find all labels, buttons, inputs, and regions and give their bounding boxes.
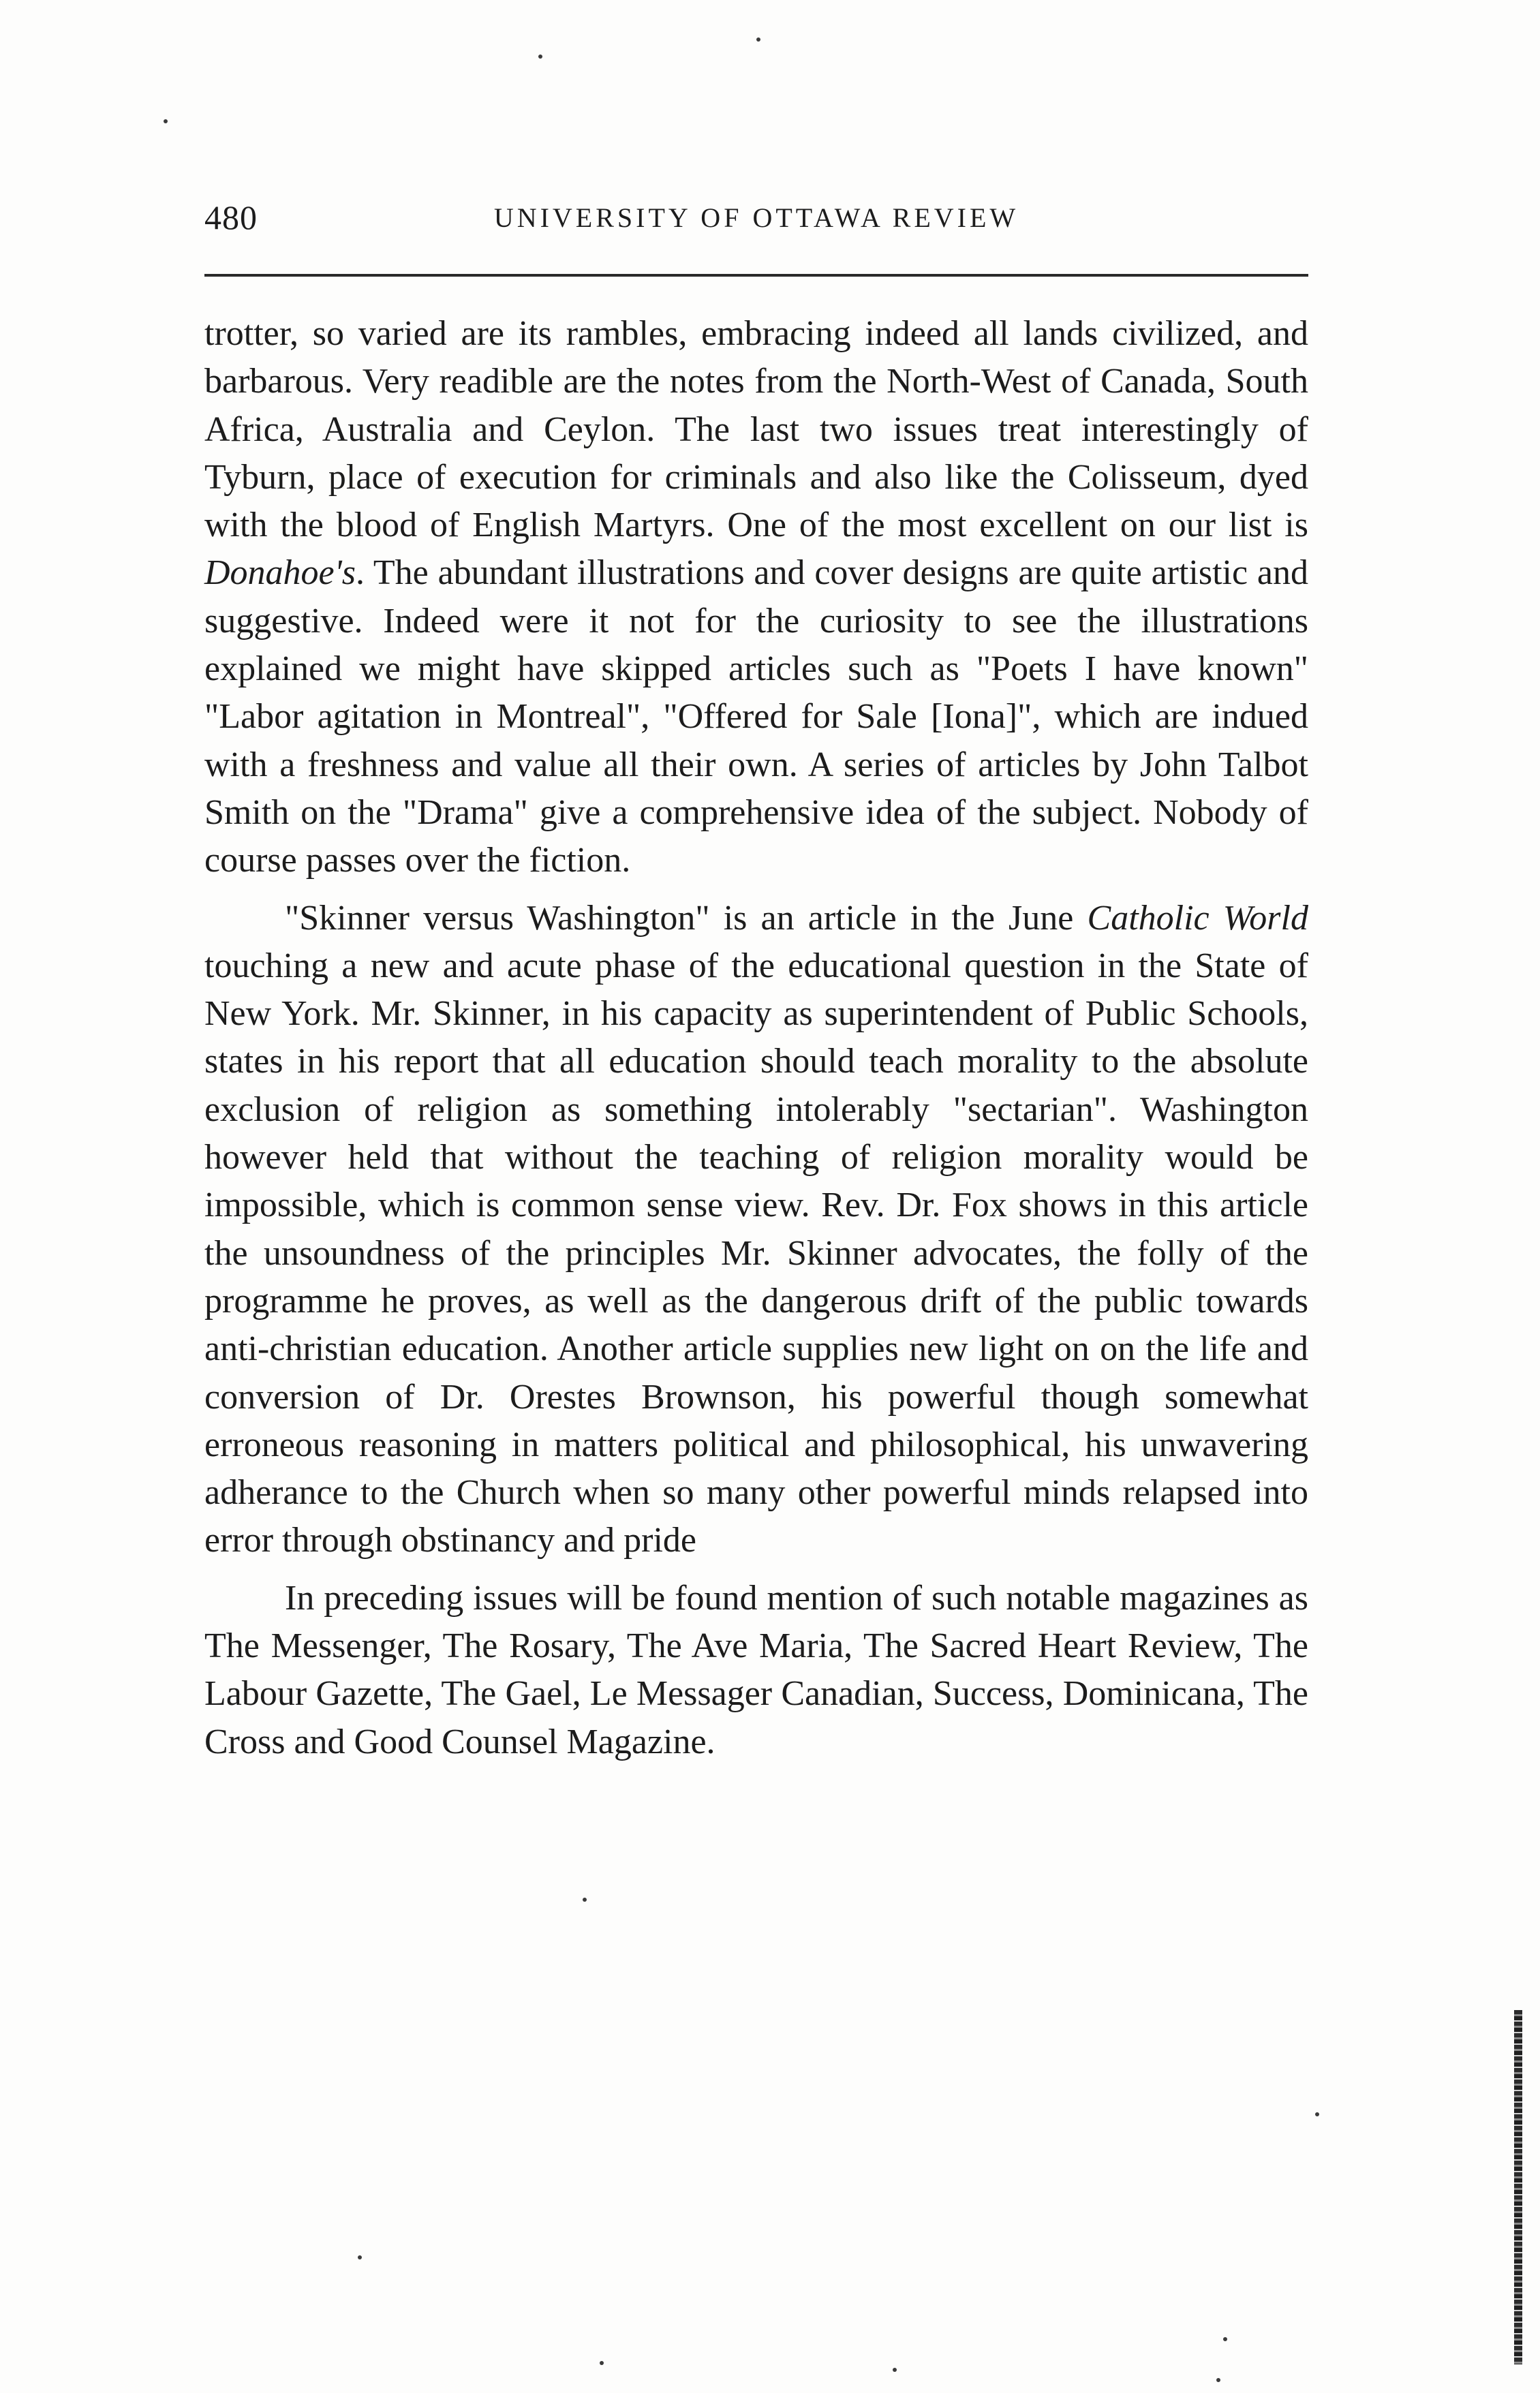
scan-speck <box>164 119 168 123</box>
scan-speck <box>1223 2337 1227 2341</box>
running-head: UNIVERSITY OF OTTAWA REVIEW <box>493 202 1019 233</box>
paragraph-2-rest: touching a new and acute phase of the educational question in the State of New York. Mr. Skinner, in his capacity as superintendent of Public Schools, states in his report that all education should teach morality to the absolute exclusion of religion as something intolerably "sectarian". Washington however held that without the teaching of religion morality would be impossible, which is common sense view. Rev. Dr. Fox shows in this article the unsoundness of the principles Mr. Skinner advocates, the folly of the programme he proves, as well as the dangerous drift of the public towards anti-christian education. Another article supplies new light on on the life and conversion of Dr. Orestes Brownson, his powerful though somewhat erroneous reasoning in matters political and philosophical, his unwavering adherance to the Church when so many other powerful minds relapsed into error through obstinancy and pride <box>204 946 1308 1560</box>
paragraph-1-rest: . The abundant illustrations and cover designs are quite artistic and suggestive. Indeed were it not for the curiosity to see the illustrations explained we might have skipped articles such as "Poets I have known" "Labor agitation in Montreal", "Offered for Sale [Iona]", which are indued with a freshness and value all their own. A series of articles by John Talbot Smith on the "Drama" give a comprehensive idea of the subject. Nobody of course passes over the fiction. <box>204 553 1308 880</box>
scan-speck <box>538 55 542 59</box>
scan-speck <box>358 2255 362 2259</box>
paragraph-3-text: In preceding issues will be found mention of such notable magazines as The Messenger, The Rosary, The Ave Maria, The Sacred Heart Review, The Labour Gazette, The Gael, Le Messager Canadian, Success, Dominicana, The Cross and Good Counsel Magazine. <box>204 1578 1308 1761</box>
paragraph-2-italic: Catholic World <box>1087 898 1308 938</box>
scan-speck <box>583 1898 587 1902</box>
article-body <box>204 310 1308 1766</box>
scan-edge-stripe <box>1514 2010 1522 2364</box>
page-number: 480 <box>204 198 258 236</box>
paragraph-2-text: "Skinner versus Washington" is an article in the June <box>285 898 1088 938</box>
header-rule <box>204 274 1308 277</box>
paragraph-2 <box>204 895 1308 1565</box>
paragraph-1 <box>204 310 1308 885</box>
paragraph-3 <box>204 1575 1308 1766</box>
scan-speck <box>600 2361 604 2365</box>
page-header <box>204 198 1308 238</box>
scan-speck <box>756 37 760 42</box>
scan-speck <box>1216 2378 1220 2382</box>
paragraph-1-italic: Donahoe's <box>204 553 356 593</box>
scan-speck <box>1315 2112 1319 2116</box>
scan-speck <box>893 2368 897 2372</box>
paragraph-1-text: trotter, so varied are its rambles, embracing indeed all lands civilized, and barbarous. Very readible are the notes from the North-West of Canada, South Africa, Australia and Ceylon. The last two issues treat interestingly of Tyburn, place of execution for criminals and also like the Colisseum, dyed with the blood of English Martyrs. One of the most excellent on our list is <box>204 314 1308 545</box>
